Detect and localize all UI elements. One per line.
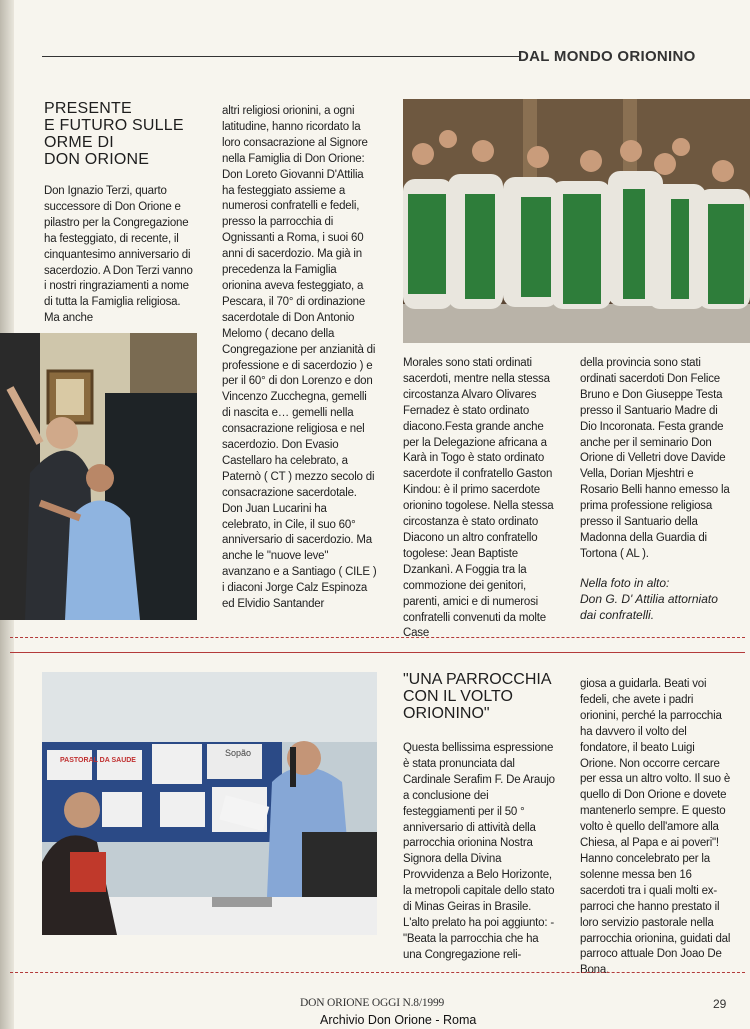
photo-caption [580,575,740,623]
footer-rule [10,972,745,973]
article1-column-2: altri religiosi orionini, a ogni latitudine, hanno ricordato la loro consacrazione al Signore nella Famiglia di Don Orione: Don Loreto Giovanni D'Attilia ha festeggiato assieme a numerosi confratelli e fedeli, presso la parrocchia di Ognissanti a Roma, i suoi 60 anni di sacerdozio. Ma già in precedenza la Famiglia orionina aveva festeggiato, a Pescara, il 70° di ordinazione sacerdotale di Don Antonio Melomo ( decano della Congregazione per anzianità di professione e di sacerdozio ) e per il 60° di don Lorenzo e don Vincenzo Zucchegna, gemelli di nascita e… gemelli nella consacrazione religiosa e nel sacerdozio. Don Evasio Castellaro ha celebrato, a Paternò ( CT ) mezzo secolo di consacrazione sacerdotale. Don Juan Lucarini ha celebrato, in Cile, il suo 60° anniversario di sacerdozio. Ma anche le "nuove leve" avanzano e a Santiago ( CILE ) i diaconi Jorge Calz Espinoza ed Elvidio Santander [222,105,377,611]
board-label-pastoral: PASTORAL DA SAUDE [60,757,136,764]
article2-column-2: giosa a guidarla. Beati voi fedeli, che avete i padri orionini, perché la parrocchia ha davvero il volto del fondatore, il beato Luigi Orione. Non occorre cercare per essa un altro volto. Il suo è quello di Don Orione e dovete mantenerlo sempre. E questo volto è quello dell'amore alla Chiesa, al Papa e ai poveri"! Hanno concelebrato per la solenne messa ben 16 sacerdoti tra i quali molti ex- parroci che hanno prestato il loro servizio pastorale nella parrocchia orionina, guidati dal parroco attuale Don Joao De Bona. [580,678,731,977]
event-photo [42,672,377,935]
article2-title [403,671,573,722]
page-number: 29 [713,997,727,1011]
article2-title-line: ORIONINO" [403,705,490,722]
article1-column-1: Don Ignazio Terzi, quarto successore di Don Orione e pilastro per la Congregazione ha festeggiato, di recente, il cinquantesimo anniversario di sacerdozio. A Don Terzi vanno i nostri ringraziamenti a nome di tutta la Famiglia religiosa. Ma anche [44,185,193,325]
article2-column-1: Questa bellissima espressione è stata pronunciata dal Cardinale Serafim F. De Araujo a conclusione dei festeggiamenti per il 50 ° anniversario di attività della parrocchia orionina Nostra Signora della Divina Provvidenza a Belo Horizonte, la metropoli capitale dello stato di Minas Geiras in Brasile. L'alto prelato ha poi aggiunto: - "Beata la parrocchia che ha una Congregazione reli- [403,742,555,961]
article1-title-line: ORME DI [44,134,114,151]
board-label-sopao: Sopão [225,748,252,758]
article2-title-line: "UNA PARROCCHIA [403,671,552,688]
section-divider-rule [10,637,745,638]
priests-group-photo [403,99,750,343]
section-divider-rule [10,652,745,653]
article1-title-line: DON ORIONE [44,151,150,168]
caption-line: Don G. D' Attilia attorniato [580,592,718,606]
article1-column-3: Morales sono stati ordinati sacerdoti, mentre nella stessa circostanza Alvaro Olivares Fernadez è stato ordinato diacono.Festa grande anche per la Delegazione africana a Karà in Togo è stato ordinato sacerdote il confratello Gaston Kindou: è il primo sacerdote orionino togolese. Nella stessa circostanza è stato ordinato Diacono un altro confratello togolese: Jean Baptiste Dzankanì. A Foggia tra la commozione dei genitori, parenti, amici e di numerosi confratelli convenuti da molte Case [403,357,554,640]
section-title: DAL MONDO ORIONINO [518,48,696,65]
header-rule [42,56,520,57]
couple-photo [0,333,197,620]
magazine-footer: DON ORIONE OGGI N.8/1999 [300,997,445,1009]
article2-title-line: CON IL VOLTO [403,688,513,705]
archive-credit: Archivio Don Orione - Roma [320,1013,477,1027]
article1-title [44,100,194,168]
article1-title-line: E FUTURO SULLE [44,117,184,134]
caption-line: Nella foto in alto: [580,576,670,590]
caption-line: dai confratelli. [580,608,655,622]
article1-column-4: della provincia sono stati ordinati sacerdoti Don Felice Bruno e Don Giuseppe Testa presso il Santuario Madre di Dio Incoronata. Festa grande anche per il seminario Don Orione di Velletri dove Davide Vella, Dorian Mjeshtri e Rosario Belli hanno emesso la prima professione religiosa presso il Santuario della Madonna della Guardia di Tortona ( AL ). [580,357,730,560]
article1-title-line: PRESENTE [44,100,132,117]
